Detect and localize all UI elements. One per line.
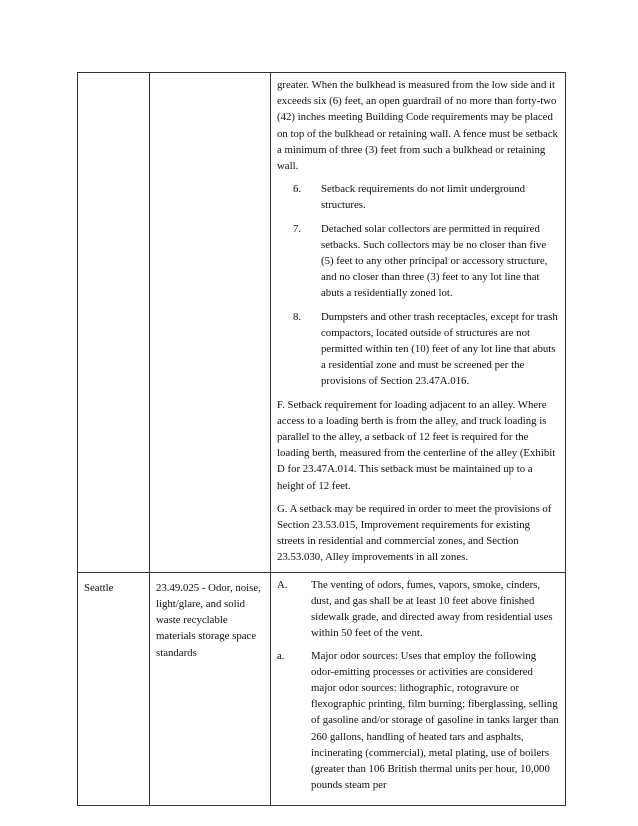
item-text: Dumpsters and other trash receptacles, except for trash compactors, located outside of structures are not permitted within ten (10) feet of any lot line that abuts a residential zone and must be screened per the provisions of Section 23.47A.016. — [321, 310, 558, 388]
lettered-item — [277, 577, 560, 642]
item-label: a. — [277, 649, 285, 662]
table-row — [78, 572, 566, 806]
code-section-cell — [150, 73, 271, 573]
item-number: 7. — [293, 222, 302, 235]
numbered-item — [277, 221, 560, 302]
city-cell — [78, 73, 150, 573]
city-cell — [78, 572, 150, 806]
continued-paragraph: greater. When the bulkhead is measured from the low side and it exceeds six (6) feet, an open guardrail of no more than forty-two (42) inches meeting Building Code requirements may be placed on top of the bulkhead or retaining wall. A fence must be setback a minimum of three (3) feet from such a bulkhead or retaining wall. — [277, 79, 558, 173]
lettered-item — [277, 648, 560, 794]
item-text: The venting of odors, fumes, vapors, smoke, cinders, dust, and gas shall be at least 10 feet above finished sidewalk grade, and directed away from residential uses within 50 feet of the vent. — [311, 578, 553, 640]
requirements-cell — [271, 572, 566, 806]
table-row — [78, 73, 566, 573]
regulation-table — [77, 72, 566, 806]
city-name: Seattle — [84, 581, 114, 594]
section-f-paragraph: F. Setback requirement for loading adjacent to an alley. Where access to a loading berth is from the alley, and truck loading is parallel to the alley, a setback of 12 feet is required for the loading berth, measured from the centerline of the alley (Exhibit D for 23.47A.014. This setback must be maintained up to a height of 12 feet. — [277, 398, 556, 492]
code-section-cell — [150, 572, 271, 806]
code-section-title: 23.49.025 - Odor, noise, light/glare, and solid waste recyclable materials storage space standards — [156, 581, 261, 659]
item-number: 6. — [293, 183, 302, 196]
numbered-item — [277, 309, 560, 390]
item-text: Major odor sources: Uses that employ the following odor-emitting processes or activities are considered major odor sources: lithographic, rotogravure or flexographic printing, film burning; fiberglassing, selling of gasoline and/or storage of gasoline in tanks larger than 260 gallons, handling of heated tars and asphalts, incinerating (commercial), metal plating, use of boilers (greater than 106 British thermal units per hour, 10,000 pounds steam per — [311, 649, 559, 792]
numbered-item — [277, 181, 560, 213]
item-text: Detached solar collectors are permitted in required setbacks. Such collectors may be no closer than five (5) feet to any other principal or accessory structure, and no closer than three (3) feet to any lot line that abuts a residentially zoned lot. — [321, 222, 548, 300]
item-label: A. — [277, 578, 288, 591]
item-text: Setback requirements do not limit underground structures. — [321, 183, 526, 212]
section-g-paragraph: G. A setback may be required in order to meet the provisions of Section 23.53.015, Improvement requirements for existing streets in residential and commercial zones, and Section 23.53.030, Alley improvements in all zones. — [277, 502, 552, 564]
item-number: 8. — [293, 310, 302, 323]
requirements-cell — [271, 73, 566, 573]
